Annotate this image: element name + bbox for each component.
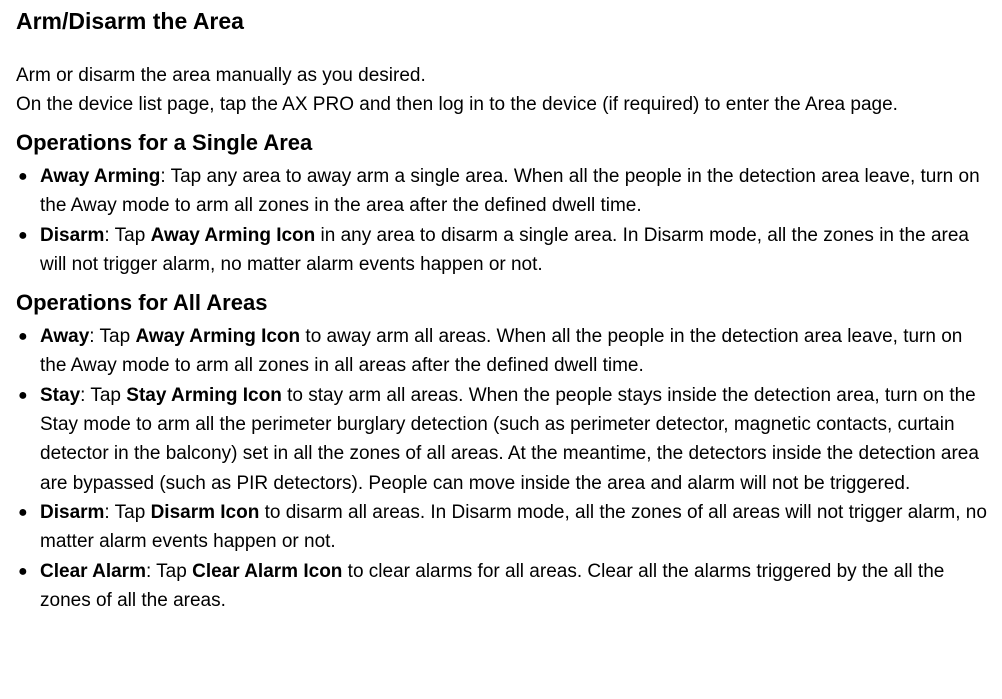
item-icon-name: Clear Alarm Icon: [192, 560, 343, 582]
item-term: Stay: [40, 384, 81, 406]
item-icon-name: Disarm Icon: [150, 501, 260, 523]
page-title: Arm/Disarm the Area: [16, 8, 244, 34]
item-icon-name: Stay Arming Icon: [126, 384, 282, 406]
item-icon-name: Away Arming Icon: [150, 224, 316, 246]
bullet-icon: ●: [18, 562, 28, 580]
item-icon-name: Away Arming Icon: [135, 326, 301, 348]
bullet-icon: ●: [18, 226, 28, 244]
bullet-list: [16, 322, 988, 615]
bullet-icon: ●: [18, 386, 28, 404]
item-text: : Tap: [145, 560, 193, 582]
item-text: to clear alarms for all areas. Clear all the alarms triggered by the all the zones of all the areas.: [40, 560, 945, 611]
section-heading: Operations for All Areas: [16, 290, 268, 316]
item-text: : Tap: [80, 384, 127, 406]
item-text: to disarm all areas. In Disarm mode, all the zones of all areas will not trigger alarm, no matter alarm events happen or not.: [40, 501, 987, 553]
item-text: : Tap any area to away arm a single area. When all the people in the detection area leave, turn on the Away mode to arm all zones in the area after the defined dwell time.: [40, 166, 980, 217]
item-term: Away Arming: [40, 166, 161, 187]
intro-paragraph: Arm or disarm the area manually as you desired.: [16, 65, 426, 86]
list-item: [16, 381, 988, 498]
list-item: [16, 498, 988, 557]
item-term: Disarm: [40, 501, 105, 523]
section-single-area: [16, 128, 988, 279]
list-item: [16, 221, 988, 280]
item-term: Disarm: [40, 224, 105, 246]
item-text: : Tap: [89, 326, 136, 348]
section-all-areas: [16, 288, 988, 615]
bullet-icon: ●: [18, 168, 28, 185]
list-item: [16, 162, 988, 221]
item-text: to stay arm all areas. When the people stays inside the detection area, turn on the Stay mode to arm all the perimeter burglary detection (such as perimeter detector, magnetic contacts, curtain detector in the balcony) set in all the zones of all areas. At the meantime, the detectors inside the detection area are bypassed (such as PIR detectors). People can move inside the area and alarm will not be triggered.: [40, 384, 979, 494]
section-heading: Operations for a Single Area: [16, 130, 313, 155]
item-text: to away arm all areas. When all the people in the detection area leave, turn on the Away mode to arm all zones in all areas after the defined dwell time.: [40, 326, 963, 377]
bullet-list: [16, 162, 988, 279]
list-item: [16, 322, 988, 381]
item-text: in any area to disarm a single area. In Disarm mode, all the zones in the area will not trigger alarm, no matter alarm events happen or not.: [40, 224, 969, 275]
bullet-icon: ●: [18, 328, 28, 346]
intro: [16, 61, 988, 119]
list-item: [16, 557, 988, 616]
item-term: Away: [40, 326, 90, 348]
item-text: : Tap: [104, 224, 151, 246]
intro-paragraph: On the device list page, tap the AX PRO and then log in to the device (if required) to enter the Area page.: [16, 94, 898, 115]
item-text: : Tap: [104, 501, 151, 523]
item-term: Clear Alarm: [40, 560, 146, 582]
bullet-icon: ●: [18, 503, 28, 521]
